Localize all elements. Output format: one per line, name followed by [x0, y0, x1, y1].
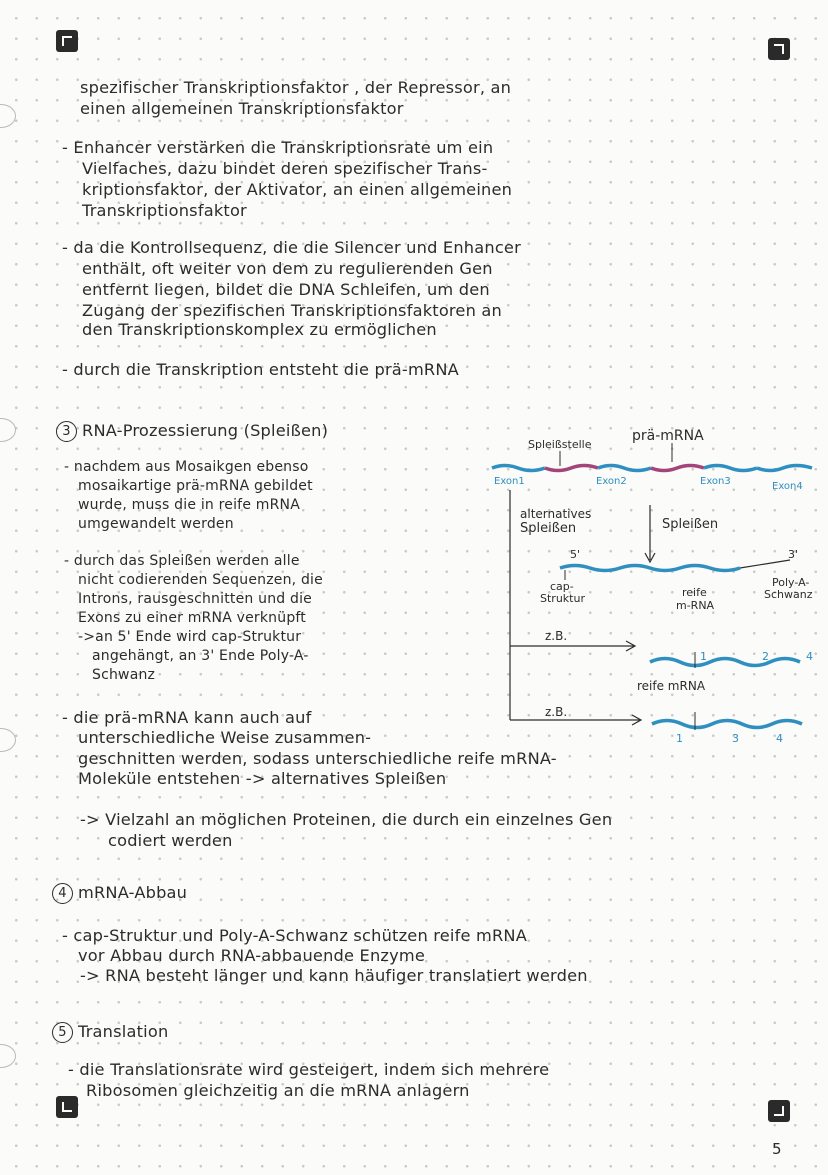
example-label: z.B. [545, 629, 568, 643]
text-line: - da die Kontrollsequenz, die die Silencer und Enhancer [62, 238, 521, 257]
exon1-segment [492, 466, 545, 471]
section-title: mRNA-Abbau [78, 883, 188, 902]
exon-label: Exon4 [772, 481, 803, 492]
text-line: - die Translationsrate wird gesteigert, indem sich mehrere [68, 1060, 550, 1079]
text-line: - die prä-mRNA kann auch auf [62, 708, 312, 727]
page-number: 5 [772, 1140, 782, 1158]
example-label: z.B. [545, 705, 568, 719]
poly-a-label: Poly-A- [772, 576, 810, 589]
text-line: Schwanz [92, 667, 156, 683]
text-line: -> Vielzahl an möglichen Proteinen, die durch ein einzelnes Gen [80, 810, 613, 829]
right-arrow-icon [510, 715, 641, 725]
text-line: Moleküle entstehen -> alternatives Spleißen [78, 769, 447, 788]
pre-mrna-label: prä-mRNA [632, 428, 704, 444]
text-line: Introns, rausgeschnitten und die [78, 591, 312, 607]
text-line: vor Abbau durch RNA-abbauende Enzyme [78, 946, 426, 965]
text-line: Ribosomen gleichzeitig an die mRNA anlagern [86, 1081, 470, 1100]
text-line: codiert werden [108, 831, 233, 850]
exon4-segment [757, 466, 812, 471]
text-line: enthält, oft weiter von dem zu regulierenden Gen [82, 259, 493, 278]
text-line: Vielfaches, dazu bindet deren spezifischer Trans- [82, 159, 488, 178]
cap-structure-label: Struktur [540, 592, 585, 605]
text-line: einen allgemeinen Transkriptionsfaktor [80, 99, 404, 118]
poly-a-tail [740, 560, 790, 568]
exon-number: 2 [762, 650, 769, 663]
cap-structure-label: cap- [550, 580, 574, 593]
text-line: - durch das Spleißen werden alle [64, 553, 300, 569]
text-line: angehängt, an 3' Ende Poly-A- [92, 648, 309, 664]
right-arrow-icon [510, 641, 635, 651]
text-line: umgewandelt werden [78, 516, 234, 532]
mature-mrna-label: m-RNA [676, 599, 715, 612]
text-line: Exons zu einer mRNA verknüpft [78, 610, 306, 626]
three-prime-label: 3' [788, 548, 799, 561]
exon-label: Exon1 [494, 476, 525, 487]
variant2-strand [652, 721, 802, 728]
text-line: den Transkriptionskomplex zu ermöglichen [82, 320, 437, 339]
text-line: - Enhancer verstärken die Transkriptionsrate um ein [62, 138, 494, 157]
text-line: kriptionsfaktor, der Aktivator, an einen allgemeinen [82, 180, 513, 199]
exon-number: 3 [732, 732, 739, 745]
text-line: unterschiedliche Weise zusammen- [78, 728, 372, 747]
mature-mrna-caption: reife mRNA [637, 679, 706, 693]
poly-a-label: Schwanz [764, 588, 813, 601]
exon-number: 1 [700, 650, 707, 663]
text-line: Transkriptionsfaktor [82, 201, 247, 220]
section-title: Translation [78, 1022, 169, 1041]
exon-number: 4 [776, 732, 783, 745]
exon3-segment [704, 466, 757, 471]
splice-site-label: Spleißstelle [528, 438, 592, 451]
text-line: - nachdem aus Mosaikgen ebenso [64, 459, 309, 475]
section-number: 3 [56, 421, 77, 442]
text-line: nicht codierenden Sequenzen, die [78, 572, 323, 588]
exon-label: Exon2 [596, 476, 627, 487]
section-title: RNA-Prozessierung (Spleißen) [82, 421, 329, 440]
text-line: - durch die Transkription entsteht die prä-mRNA [62, 360, 459, 379]
alt-splicing-label: Spleißen [520, 521, 577, 536]
text-line: Zugang der spezifischen Transkriptionsfaktoren an [82, 301, 502, 320]
text-line: ->an 5' Ende wird cap-Struktur [78, 629, 302, 645]
exon-number: 4 [806, 650, 813, 663]
exon-number: 1 [676, 732, 683, 745]
text-line: -> RNA besteht länger und kann häufiger translatiert werden [80, 966, 588, 985]
alt-splicing-label: alternatives [520, 507, 592, 521]
text-line: entfernt liegen, bildet die DNA Schleifen, um den [82, 280, 490, 299]
variant1-strand [650, 659, 800, 666]
exon2-segment [598, 466, 651, 471]
down-arrow-icon [645, 545, 655, 562]
text-line: - cap-Struktur und Poly-A-Schwanz schützen reife mRNA [62, 926, 528, 945]
splicing-label: Spleißen [662, 517, 719, 532]
section-number: 5 [52, 1022, 73, 1043]
five-prime-label: 5' [570, 548, 581, 561]
exon-label: Exon3 [700, 476, 731, 487]
intron-segment [651, 466, 704, 471]
text-line: mosaikartige prä-mRNA gebildet [78, 478, 313, 494]
text-line: spezifischer Transkriptionsfaktor , der Repressor, an [80, 78, 512, 97]
text-line: geschnitten werden, sodass unterschiedliche reife mRNA- [78, 749, 557, 768]
text-line: wurde, muss die in reife mRNA [78, 497, 300, 513]
mature-mrna-label: reife [682, 586, 707, 599]
intron-segment [545, 466, 598, 471]
mature-mrna-strand [560, 566, 740, 571]
section-number: 4 [52, 883, 73, 904]
